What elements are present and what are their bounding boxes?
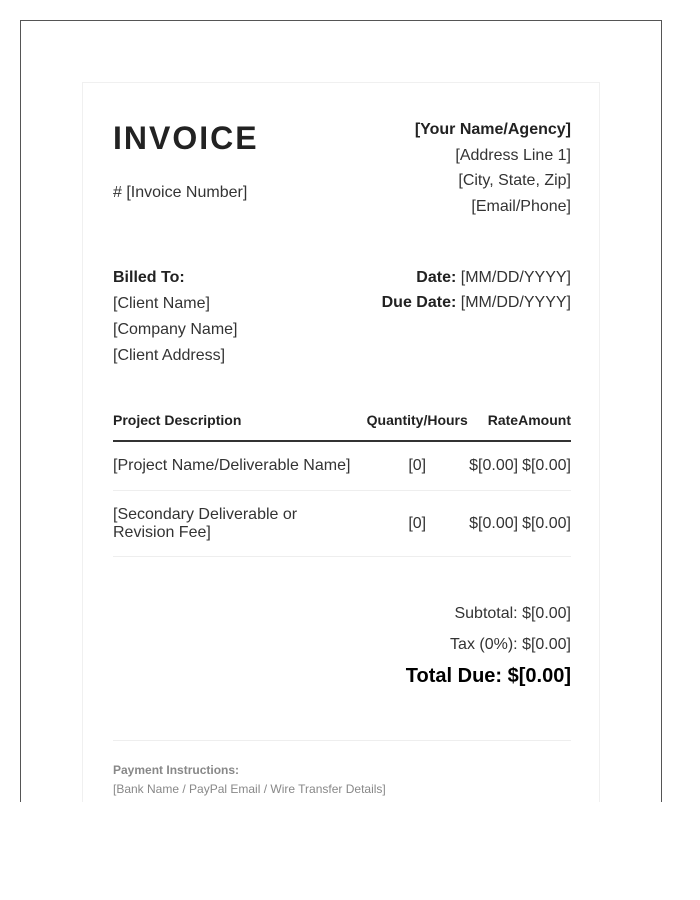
payment-instructions-details: [Bank Name / PayPal Email / Wire Transfer Details] — [113, 782, 386, 796]
sender-info — [415, 117, 571, 219]
billed-to-label: Billed To: — [113, 269, 185, 286]
company-name: [Company Name] — [113, 321, 238, 338]
row-description: [Secondary Deliverable or Revision Fee] — [113, 491, 366, 557]
payment-instructions-title: Payment Instructions: — [113, 763, 240, 777]
invoice-date-line — [382, 265, 571, 290]
header-rate: Rate — [468, 409, 518, 441]
subtotal: Subtotal: $[0.00] — [454, 605, 571, 622]
sender-email-phone: [Email/Phone] — [471, 197, 571, 215]
sender-address-line-1: [Address Line 1] — [455, 146, 571, 164]
invoice-page — [82, 82, 600, 802]
table-header-row — [113, 409, 571, 441]
table-row — [113, 491, 571, 557]
row-quantity: [0] — [366, 491, 468, 557]
due-date-line — [382, 290, 571, 315]
client-name: [Client Name] — [113, 295, 210, 312]
invoice-number: # [Invoice Number] — [113, 184, 248, 201]
footer-divider — [113, 740, 571, 741]
line-items-table — [113, 409, 571, 557]
client-address: [Client Address] — [113, 347, 226, 364]
due-date-label: Due Date: — [381, 294, 457, 311]
invoice-title: INVOICE — [113, 120, 259, 156]
row-description: [Project Name/Deliverable Name] — [113, 441, 366, 491]
header-amount: Amount — [518, 409, 571, 441]
date-value: [MM/DD/YYYY] — [460, 269, 571, 286]
sender-name: [Your Name/Agency] — [414, 121, 571, 138]
row-quantity: [0] — [366, 441, 468, 491]
row-amount: $[0.00] — [518, 441, 571, 491]
due-date-value: [MM/DD/YYYY] — [460, 294, 571, 311]
header-quantity: Quantity/Hours — [366, 409, 468, 441]
table-row — [113, 441, 571, 491]
sender-city-state-zip: [City, State, Zip] — [458, 172, 571, 189]
date-label: Date: — [416, 269, 457, 286]
row-amount: $[0.00] — [518, 491, 571, 557]
totals-block — [406, 598, 571, 690]
dates-info — [382, 265, 571, 315]
header-description: Project Description — [113, 409, 366, 441]
tax: Tax (0%): $[0.00] — [450, 636, 571, 653]
row-rate: $[0.00] — [468, 491, 518, 557]
billed-to-info — [113, 265, 238, 369]
row-rate: $[0.00] — [468, 441, 518, 491]
total-due: Total Due: $[0.00] — [405, 665, 571, 687]
document-viewport — [20, 20, 662, 802]
